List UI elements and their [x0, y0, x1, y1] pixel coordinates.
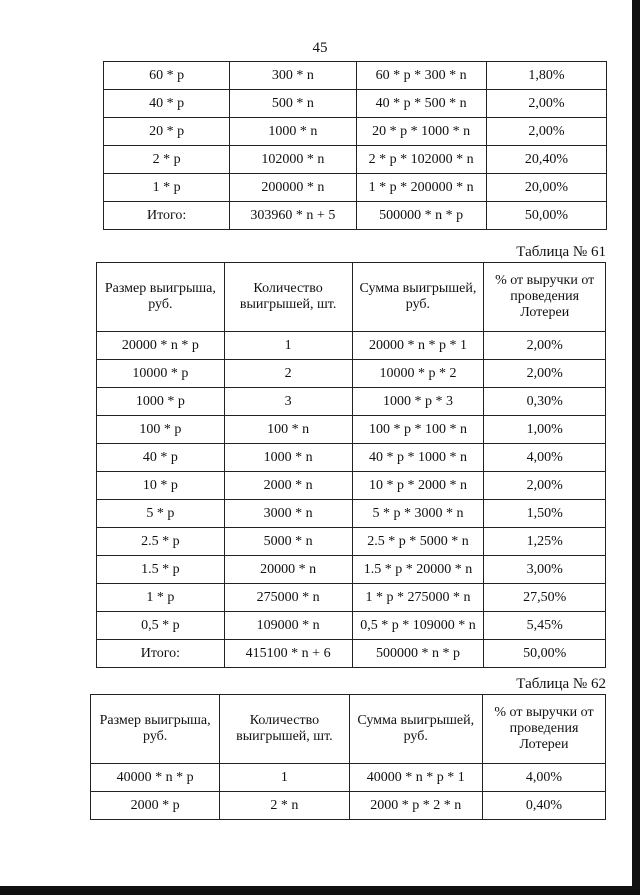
cell-prize-size: Итого: — [104, 202, 230, 230]
cell-prize-size: 1000 * p — [97, 388, 225, 416]
cell-prize-size: 100 * p — [97, 416, 225, 444]
table-header-row — [97, 263, 606, 332]
cell-prize-size: 1.5 * p — [97, 556, 225, 584]
cell-revenue-percent: 0,30% — [484, 388, 606, 416]
cell-revenue-percent: 5,45% — [484, 612, 606, 640]
cell-revenue-percent: 50,00% — [486, 202, 606, 230]
table-row — [97, 444, 606, 472]
table-row — [97, 388, 606, 416]
table-row — [97, 500, 606, 528]
cell-prize-sum: 2.5 * p * 5000 * n — [352, 528, 484, 556]
cell-prize-size: 1 * p — [97, 584, 225, 612]
cell-prize-size: 40000 * n * p — [91, 764, 220, 792]
cell-prize-size: 10000 * p — [97, 360, 225, 388]
table-row — [97, 556, 606, 584]
cell-prize-sum: 10000 * p * 2 — [352, 360, 484, 388]
cell-prize-size: 20000 * n * p — [97, 332, 225, 360]
cell-prize-size: 5 * p — [97, 500, 225, 528]
cell-prize-sum: 20000 * n * p * 1 — [352, 332, 484, 360]
cell-revenue-percent: 2,00% — [484, 360, 606, 388]
cell-prize-sum: 40 * p * 1000 * n — [352, 444, 484, 472]
cell-revenue-percent: 27,50% — [484, 584, 606, 612]
cell-prize-count: 3000 * n — [224, 500, 352, 528]
table-row — [97, 332, 606, 360]
header-revenue-percent: % от выручки от проведения Лотереи — [484, 263, 606, 332]
cell-prize-sum: 1.5 * p * 20000 * n — [352, 556, 484, 584]
cell-prize-count: 415100 * n + 6 — [224, 640, 352, 668]
header-prize-sum: Сумма выигрышей, руб. — [349, 695, 482, 764]
cell-prize-count: 3 — [224, 388, 352, 416]
cell-prize-sum: 40 * p * 500 * n — [356, 90, 486, 118]
cell-prize-sum: 500000 * n * p — [352, 640, 484, 668]
cell-prize-size: 2000 * p — [91, 792, 220, 820]
cell-prize-sum: 10 * p * 2000 * n — [352, 472, 484, 500]
header-prize-count: Количество выигрышей, шт. — [224, 263, 352, 332]
table-row — [104, 62, 607, 90]
table-row — [97, 416, 606, 444]
cell-prize-count: 109000 * n — [224, 612, 352, 640]
table-row — [97, 612, 606, 640]
cell-revenue-percent: 4,00% — [484, 444, 606, 472]
header-prize-size: Размер выигрыша, руб. — [97, 263, 225, 332]
cell-prize-count: 275000 * n — [224, 584, 352, 612]
header-revenue-percent: % от выручки от проведения Лотереи — [482, 695, 605, 764]
cell-prize-count: 300 * n — [230, 62, 356, 90]
cell-prize-sum: 1000 * p * 3 — [352, 388, 484, 416]
cell-revenue-percent: 2,00% — [484, 332, 606, 360]
cell-revenue-percent: 1,50% — [484, 500, 606, 528]
table-row — [97, 360, 606, 388]
cell-revenue-percent: 1,80% — [486, 62, 606, 90]
cell-prize-count: 102000 * n — [230, 146, 356, 174]
table-row — [97, 528, 606, 556]
page-number: 45 — [312, 40, 328, 56]
cell-prize-size: 10 * p — [97, 472, 225, 500]
cell-revenue-percent: 1,00% — [484, 416, 606, 444]
cell-prize-sum: 20 * p * 1000 * n — [356, 118, 486, 146]
cell-prize-sum: 0,5 * p * 109000 * n — [352, 612, 484, 640]
table-row — [97, 640, 606, 668]
cell-revenue-percent: 2,00% — [484, 472, 606, 500]
cell-prize-sum: 2 * p * 102000 * n — [356, 146, 486, 174]
cell-prize-size: 60 * p — [104, 62, 230, 90]
cell-prize-sum: 1 * p * 200000 * n — [356, 174, 486, 202]
table-row — [104, 202, 607, 230]
cell-prize-size: 40 * p — [97, 444, 225, 472]
cell-prize-count: 100 * n — [224, 416, 352, 444]
cell-prize-count: 500 * n — [230, 90, 356, 118]
cell-prize-sum: 60 * p * 300 * n — [356, 62, 486, 90]
table-row — [97, 472, 606, 500]
cell-prize-count: 1000 * n — [224, 444, 352, 472]
cell-prize-count: 20000 * n — [224, 556, 352, 584]
header-prize-count: Количество выигрышей, шт. — [220, 695, 349, 764]
table-row — [104, 174, 607, 202]
cell-revenue-percent: 3,00% — [484, 556, 606, 584]
cell-prize-sum: 1 * p * 275000 * n — [352, 584, 484, 612]
cell-revenue-percent: 4,00% — [482, 764, 605, 792]
cell-prize-count: 1 — [224, 332, 352, 360]
table-row — [104, 146, 607, 174]
cell-revenue-percent: 1,25% — [484, 528, 606, 556]
table-row — [104, 90, 607, 118]
cell-revenue-percent: 20,40% — [486, 146, 606, 174]
table-row — [91, 764, 606, 792]
cell-prize-size: 2.5 * p — [97, 528, 225, 556]
cell-prize-count: 1 — [220, 764, 349, 792]
cell-prize-size: 20 * p — [104, 118, 230, 146]
cell-prize-count: 1000 * n — [230, 118, 356, 146]
cell-prize-count: 2 * n — [220, 792, 349, 820]
header-prize-sum: Сумма выигрышей, руб. — [352, 263, 484, 332]
table-62-caption: Таблица № 62 — [516, 676, 606, 692]
cell-revenue-percent: 50,00% — [484, 640, 606, 668]
cell-prize-size: Итого: — [97, 640, 225, 668]
cell-prize-size: 40 * p — [104, 90, 230, 118]
cell-prize-size: 0,5 * p — [97, 612, 225, 640]
cell-prize-sum: 2000 * p * 2 * n — [349, 792, 482, 820]
table-row — [97, 584, 606, 612]
cell-prize-count: 303960 * n + 5 — [230, 202, 356, 230]
cell-prize-count: 5000 * n — [224, 528, 352, 556]
prize-table-61 — [96, 262, 606, 668]
table-row — [104, 118, 607, 146]
cell-revenue-percent: 2,00% — [486, 90, 606, 118]
cell-prize-sum: 5 * p * 3000 * n — [352, 500, 484, 528]
table-61-caption: Таблица № 61 — [516, 244, 606, 260]
table-header-row — [91, 695, 606, 764]
cell-revenue-percent: 2,00% — [486, 118, 606, 146]
prize-table-62 — [90, 694, 606, 820]
cell-prize-sum: 100 * p * 100 * n — [352, 416, 484, 444]
table-row — [91, 792, 606, 820]
cell-prize-count: 2000 * n — [224, 472, 352, 500]
cell-revenue-percent: 20,00% — [486, 174, 606, 202]
cell-prize-count: 200000 * n — [230, 174, 356, 202]
cell-revenue-percent: 0,40% — [482, 792, 605, 820]
prize-table-continued — [103, 61, 607, 230]
cell-prize-size: 2 * p — [104, 146, 230, 174]
header-prize-size: Размер выигрыша, руб. — [91, 695, 220, 764]
cell-prize-size: 1 * p — [104, 174, 230, 202]
cell-prize-sum: 40000 * n * p * 1 — [349, 764, 482, 792]
cell-prize-count: 2 — [224, 360, 352, 388]
cell-prize-sum: 500000 * n * p — [356, 202, 486, 230]
